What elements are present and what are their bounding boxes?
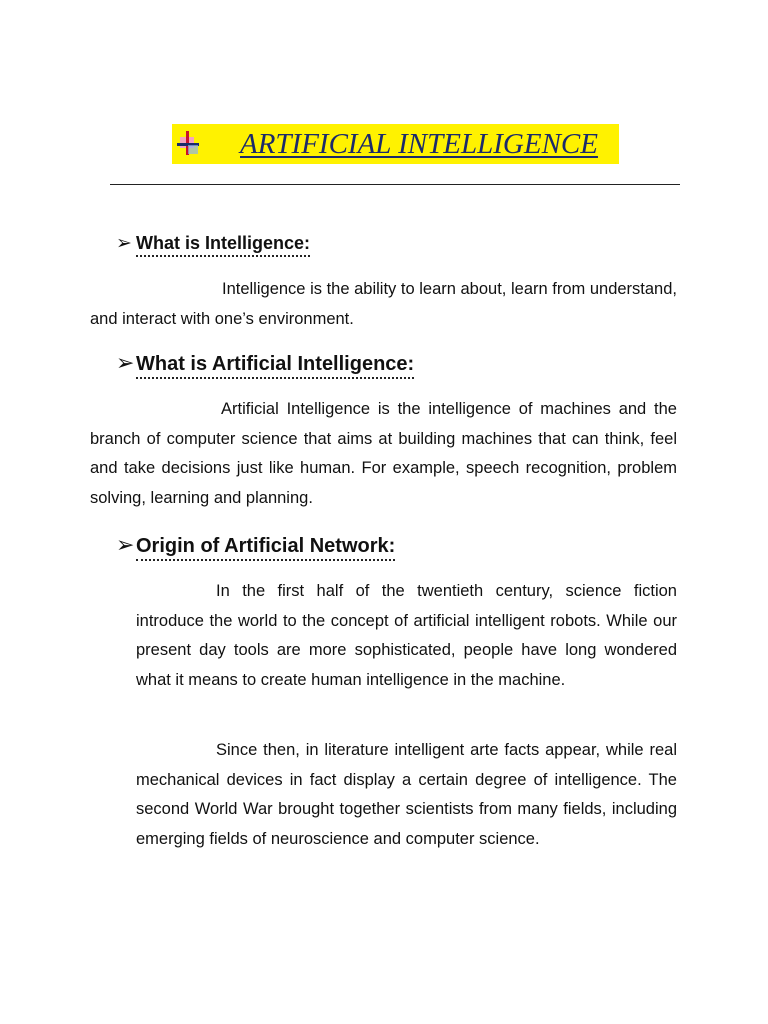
arrow-bullet-icon: ➢ [116, 233, 132, 254]
title-divider [110, 184, 680, 185]
arrow-bullet-icon: ➢ [116, 350, 135, 375]
paragraph-intelligence: Intelligence is the ability to learn about, learn from understand, and interact with one’s environment. [90, 280, 677, 328]
paragraph-artificial-intelligence: Artificial Intelligence is the intelligence of machines and the branch of computer science that aims at building machines that can think, feel and take decisions just like human. For example, speech recognition, problem solving, learning and planning. [90, 400, 677, 507]
section-heading-intelligence [116, 232, 310, 257]
heading-text: Origin of Artificial Network: [136, 535, 395, 561]
section-heading-origin [116, 532, 395, 561]
title-highlight [172, 124, 619, 164]
paragraph-origin-1: In the first half of the twentieth century, science fiction introduce the world to the concept of artificial intelligent robots. While our present day tools are more sophisticated, people have long wondered what it means to create human intelligence in the machine. [136, 582, 677, 689]
page-title: ARTIFICIAL INTELLIGENCE [240, 128, 598, 160]
heading-text: What is Artificial Intelligence: [136, 353, 414, 379]
arrow-bullet-icon: ➢ [116, 532, 135, 557]
paragraph-origin-2: Since then, in literature intelligent arte facts appear, while real mechanical devices in fact display a certain degree of intelligence. The second World War brought together scientists from many fields, including emerging fields of neuroscience and computer science. [136, 741, 677, 848]
heading-text: What is Intelligence: [136, 233, 310, 257]
section-heading-artificial-intelligence [116, 350, 414, 379]
colored-cross-bullet-icon [174, 128, 202, 158]
